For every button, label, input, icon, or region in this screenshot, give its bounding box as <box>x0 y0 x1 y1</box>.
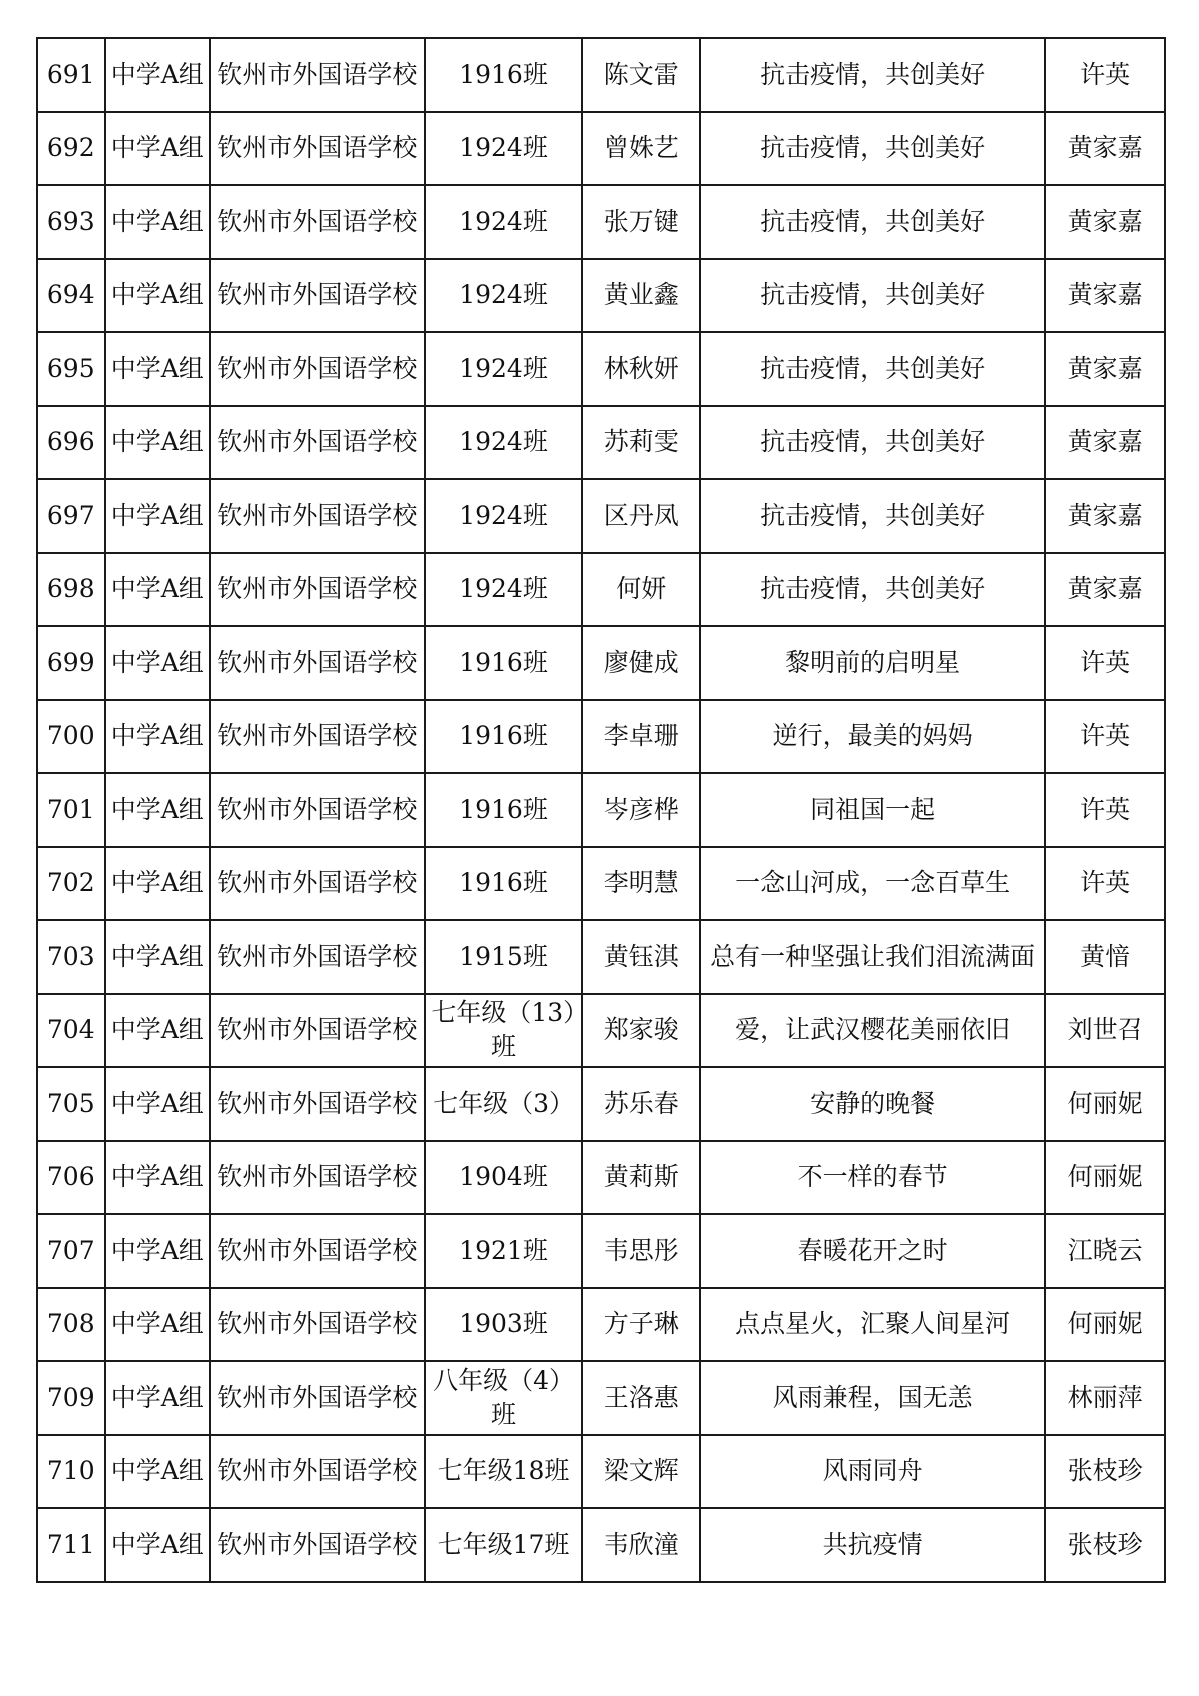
table-row <box>37 1361 1165 1435</box>
teacher-cell: 许英 <box>1045 626 1165 700</box>
student-name-cell: 曾姝艺 <box>582 112 700 186</box>
table-row <box>37 479 1165 553</box>
entry-number: 711 <box>37 1508 105 1582</box>
school-cell: 钦州市外国语学校 <box>210 847 424 921</box>
class-cell: 1904班 <box>425 1141 583 1215</box>
table-row <box>37 406 1165 480</box>
work-title-cell: 抗击疫情，共创美好 <box>700 406 1045 480</box>
teacher-cell: 许英 <box>1045 847 1165 921</box>
table-row <box>37 847 1165 921</box>
work-title-cell: 不一样的春节 <box>700 1141 1045 1215</box>
entry-number: 691 <box>37 38 105 112</box>
student-name-cell: 何妍 <box>582 553 700 627</box>
class-cell: 1924班 <box>425 406 583 480</box>
group-cell: 中学A组 <box>105 994 211 1068</box>
teacher-cell: 黄家嘉 <box>1045 553 1165 627</box>
results-table <box>36 37 1166 1583</box>
group-cell: 中学A组 <box>105 1214 211 1288</box>
school-cell: 钦州市外国语学校 <box>210 1067 424 1141</box>
table-row <box>37 112 1165 186</box>
table-row <box>37 38 1165 112</box>
group-cell: 中学A组 <box>105 406 211 480</box>
entry-number: 708 <box>37 1288 105 1362</box>
work-title-cell: 共抗疫情 <box>700 1508 1045 1582</box>
table-row <box>37 1214 1165 1288</box>
class-cell: 1924班 <box>425 479 583 553</box>
work-title-cell: 抗击疫情，共创美好 <box>700 112 1045 186</box>
group-cell: 中学A组 <box>105 185 211 259</box>
work-title-cell: 抗击疫情，共创美好 <box>700 185 1045 259</box>
school-cell: 钦州市外国语学校 <box>210 406 424 480</box>
class-cell: 七年级17班 <box>425 1508 583 1582</box>
table-row <box>37 773 1165 847</box>
student-name-cell: 陈文雷 <box>582 38 700 112</box>
school-cell: 钦州市外国语学校 <box>210 920 424 994</box>
entry-number: 705 <box>37 1067 105 1141</box>
work-title-cell: 点点星火，汇聚人间星河 <box>700 1288 1045 1362</box>
school-cell: 钦州市外国语学校 <box>210 1288 424 1362</box>
school-cell: 钦州市外国语学校 <box>210 112 424 186</box>
school-cell: 钦州市外国语学校 <box>210 994 424 1068</box>
teacher-cell: 许英 <box>1045 38 1165 112</box>
entry-number: 697 <box>37 479 105 553</box>
class-cell: 七年级18班 <box>425 1435 583 1509</box>
table-row <box>37 332 1165 406</box>
school-cell: 钦州市外国语学校 <box>210 773 424 847</box>
teacher-cell: 黄家嘉 <box>1045 185 1165 259</box>
group-cell: 中学A组 <box>105 1141 211 1215</box>
student-name-cell: 梁文辉 <box>582 1435 700 1509</box>
entry-number: 706 <box>37 1141 105 1215</box>
entry-number: 701 <box>37 773 105 847</box>
group-cell: 中学A组 <box>105 1288 211 1362</box>
table-row <box>37 700 1165 774</box>
group-cell: 中学A组 <box>105 920 211 994</box>
entry-number: 695 <box>37 332 105 406</box>
class-cell: 1924班 <box>425 259 583 333</box>
student-name-cell: 林秋妍 <box>582 332 700 406</box>
teacher-cell: 许英 <box>1045 773 1165 847</box>
teacher-cell: 何丽妮 <box>1045 1288 1165 1362</box>
teacher-cell: 张枝珍 <box>1045 1435 1165 1509</box>
entry-number: 696 <box>37 406 105 480</box>
work-title-cell: 抗击疫情，共创美好 <box>700 479 1045 553</box>
class-cell: 1916班 <box>425 700 583 774</box>
class-cell: 1916班 <box>425 626 583 700</box>
school-cell: 钦州市外国语学校 <box>210 626 424 700</box>
school-cell: 钦州市外国语学校 <box>210 185 424 259</box>
work-title-cell: 风雨同舟 <box>700 1435 1045 1509</box>
group-cell: 中学A组 <box>105 847 211 921</box>
entry-number: 699 <box>37 626 105 700</box>
school-cell: 钦州市外国语学校 <box>210 1508 424 1582</box>
teacher-cell: 张枝珍 <box>1045 1508 1165 1582</box>
work-title-cell: 爱，让武汉樱花美丽依旧 <box>700 994 1045 1068</box>
school-cell: 钦州市外国语学校 <box>210 1435 424 1509</box>
student-name-cell: 区丹凤 <box>582 479 700 553</box>
class-cell: 1903班 <box>425 1288 583 1362</box>
table-row <box>37 1067 1165 1141</box>
table-row <box>37 994 1165 1068</box>
teacher-cell: 何丽妮 <box>1045 1067 1165 1141</box>
entry-number: 692 <box>37 112 105 186</box>
teacher-cell: 黄家嘉 <box>1045 406 1165 480</box>
student-name-cell: 李明慧 <box>582 847 700 921</box>
work-title-cell: 一念山河成，一念百草生 <box>700 847 1045 921</box>
school-cell: 钦州市外国语学校 <box>210 38 424 112</box>
group-cell: 中学A组 <box>105 553 211 627</box>
group-cell: 中学A组 <box>105 479 211 553</box>
class-cell: 1915班 <box>425 920 583 994</box>
table-row <box>37 1508 1165 1582</box>
table-row <box>37 1288 1165 1362</box>
class-cell: 七年级（13）班 <box>425 994 583 1068</box>
group-cell: 中学A组 <box>105 626 211 700</box>
group-cell: 中学A组 <box>105 773 211 847</box>
school-cell: 钦州市外国语学校 <box>210 1361 424 1435</box>
class-cell: 七年级（3） <box>425 1067 583 1141</box>
table-row <box>37 1435 1165 1509</box>
table-body <box>37 38 1165 1582</box>
student-name-cell: 韦欣潼 <box>582 1508 700 1582</box>
table-row <box>37 259 1165 333</box>
entry-number: 702 <box>37 847 105 921</box>
table-row <box>37 1141 1165 1215</box>
class-cell: 1924班 <box>425 332 583 406</box>
school-cell: 钦州市外国语学校 <box>210 1214 424 1288</box>
work-title-cell: 风雨兼程，国无恙 <box>700 1361 1045 1435</box>
teacher-cell: 许英 <box>1045 700 1165 774</box>
school-cell: 钦州市外国语学校 <box>210 479 424 553</box>
work-title-cell: 安静的晚餐 <box>700 1067 1045 1141</box>
school-cell: 钦州市外国语学校 <box>210 259 424 333</box>
student-name-cell: 方子琳 <box>582 1288 700 1362</box>
entry-number: 693 <box>37 185 105 259</box>
group-cell: 中学A组 <box>105 259 211 333</box>
class-cell: 1916班 <box>425 38 583 112</box>
entry-number: 700 <box>37 700 105 774</box>
entry-number: 703 <box>37 920 105 994</box>
teacher-cell: 黄家嘉 <box>1045 112 1165 186</box>
entry-number: 710 <box>37 1435 105 1509</box>
student-name-cell: 黄莉斯 <box>582 1141 700 1215</box>
work-title-cell: 春暖花开之时 <box>700 1214 1045 1288</box>
entry-number: 704 <box>37 994 105 1068</box>
work-title-cell: 黎明前的启明星 <box>700 626 1045 700</box>
teacher-cell: 江晓云 <box>1045 1214 1165 1288</box>
group-cell: 中学A组 <box>105 38 211 112</box>
entry-number: 709 <box>37 1361 105 1435</box>
teacher-cell: 黄家嘉 <box>1045 259 1165 333</box>
group-cell: 中学A组 <box>105 1508 211 1582</box>
group-cell: 中学A组 <box>105 332 211 406</box>
class-cell: 1921班 <box>425 1214 583 1288</box>
student-name-cell: 韦思彤 <box>582 1214 700 1288</box>
table-row <box>37 920 1165 994</box>
group-cell: 中学A组 <box>105 1435 211 1509</box>
student-name-cell: 苏莉雯 <box>582 406 700 480</box>
work-title-cell: 抗击疫情，共创美好 <box>700 332 1045 406</box>
student-name-cell: 黄业鑫 <box>582 259 700 333</box>
table-row <box>37 185 1165 259</box>
table-row <box>37 553 1165 627</box>
student-name-cell: 岑彦桦 <box>582 773 700 847</box>
entry-number: 694 <box>37 259 105 333</box>
school-cell: 钦州市外国语学校 <box>210 553 424 627</box>
school-cell: 钦州市外国语学校 <box>210 332 424 406</box>
entry-number: 707 <box>37 1214 105 1288</box>
entry-number: 698 <box>37 553 105 627</box>
student-name-cell: 王洛惠 <box>582 1361 700 1435</box>
work-title-cell: 总有一种坚强让我们泪流满面 <box>700 920 1045 994</box>
student-name-cell: 黄钰淇 <box>582 920 700 994</box>
teacher-cell: 何丽妮 <box>1045 1141 1165 1215</box>
class-cell: 1916班 <box>425 847 583 921</box>
work-title-cell: 同祖国一起 <box>700 773 1045 847</box>
class-cell: 1916班 <box>425 773 583 847</box>
class-cell: 1924班 <box>425 185 583 259</box>
group-cell: 中学A组 <box>105 700 211 774</box>
work-title-cell: 逆行，最美的妈妈 <box>700 700 1045 774</box>
student-name-cell: 张万键 <box>582 185 700 259</box>
teacher-cell: 林丽萍 <box>1045 1361 1165 1435</box>
teacher-cell: 黄愔 <box>1045 920 1165 994</box>
table-row <box>37 626 1165 700</box>
teacher-cell: 黄家嘉 <box>1045 332 1165 406</box>
group-cell: 中学A组 <box>105 112 211 186</box>
school-cell: 钦州市外国语学校 <box>210 1141 424 1215</box>
group-cell: 中学A组 <box>105 1361 211 1435</box>
school-cell: 钦州市外国语学校 <box>210 700 424 774</box>
class-cell: 八年级（4）班 <box>425 1361 583 1435</box>
teacher-cell: 刘世召 <box>1045 994 1165 1068</box>
student-name-cell: 苏乐春 <box>582 1067 700 1141</box>
class-cell: 1924班 <box>425 553 583 627</box>
student-name-cell: 廖健成 <box>582 626 700 700</box>
class-cell: 1924班 <box>425 112 583 186</box>
work-title-cell: 抗击疫情，共创美好 <box>700 259 1045 333</box>
group-cell: 中学A组 <box>105 1067 211 1141</box>
teacher-cell: 黄家嘉 <box>1045 479 1165 553</box>
work-title-cell: 抗击疫情，共创美好 <box>700 38 1045 112</box>
student-name-cell: 郑家骏 <box>582 994 700 1068</box>
work-title-cell: 抗击疫情，共创美好 <box>700 553 1045 627</box>
student-name-cell: 李卓珊 <box>582 700 700 774</box>
